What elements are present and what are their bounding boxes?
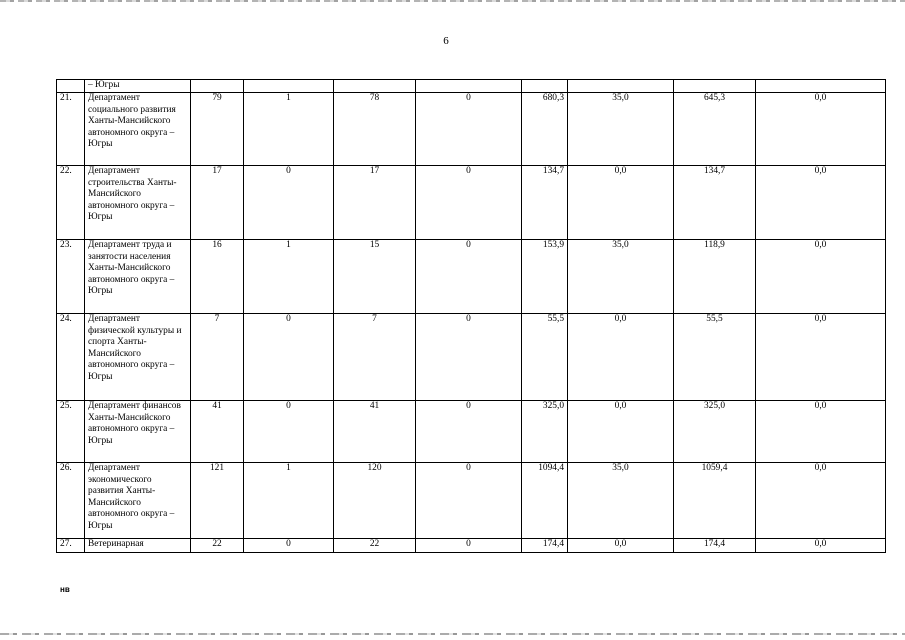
cell-sum-total: 1094,4 [522,463,568,539]
table-row [57,240,886,314]
budget-table [56,79,886,553]
cell-count-3: 17 [334,166,416,240]
cell-sum-2: 0,0 [568,166,674,240]
row-name: – Югры [85,80,191,93]
cell-count-4: 0 [416,314,522,401]
cell-sum-3: 174,4 [674,539,756,553]
table-cell [244,80,334,93]
table-cell [756,80,886,93]
cell-sum-3: 118,9 [674,240,756,314]
cell-sum-total: 55,5 [522,314,568,401]
cell-sum-3: 55,5 [674,314,756,401]
table-row [57,93,886,166]
cell-sum-4: 0,0 [756,240,886,314]
table-cell [674,80,756,93]
row-number: 27. [57,539,85,553]
cell-sum-3: 134,7 [674,166,756,240]
cell-sum-total: 174,4 [522,539,568,553]
cell-count-2: 0 [244,314,334,401]
cell-sum-4: 0,0 [756,314,886,401]
cell-count-3: 22 [334,539,416,553]
cell-sum-4: 0,0 [756,539,886,553]
table-row [57,314,886,401]
cell-total-count: 7 [191,314,244,401]
cell-sum-total: 153,9 [522,240,568,314]
row-name: Департамент физической культуры и спорта Ханты-Мансийского автономного округа – Югры [85,314,191,401]
scan-edge-top [0,0,905,2]
cell-total-count: 79 [191,93,244,166]
cell-count-2: 1 [244,93,334,166]
table-cell [568,80,674,93]
cell-sum-4: 0,0 [756,401,886,463]
cell-sum-total: 325,0 [522,401,568,463]
scan-edge-bottom [0,633,905,635]
table-row [57,401,886,463]
cell-count-2: 1 [244,463,334,539]
table-row-continuation [57,80,886,93]
cell-sum-3: 325,0 [674,401,756,463]
cell-sum-2: 0,0 [568,314,674,401]
row-number [57,80,85,93]
cell-count-3: 41 [334,401,416,463]
cell-sum-2: 0,0 [568,401,674,463]
table-cell [522,80,568,93]
row-name: Департамент финансов Ханты-Мансийского автономного округа – Югры [85,401,191,463]
cell-sum-2: 35,0 [568,240,674,314]
cell-count-3: 15 [334,240,416,314]
row-name: Департамент социального развития Ханты-Мансийского автономного округа – Югры [85,93,191,166]
table-cell [416,80,522,93]
row-number: 25. [57,401,85,463]
cell-count-3: 78 [334,93,416,166]
cell-sum-2: 35,0 [568,93,674,166]
row-number: 23. [57,240,85,314]
cell-sum-4: 0,0 [756,93,886,166]
cell-count-2: 1 [244,240,334,314]
row-name: Департамент строительства Ханты-Мансийского автономного округа – Югры [85,166,191,240]
page-number: 6 [443,35,449,47]
row-number: 26. [57,463,85,539]
footer-mark: нв [60,585,70,594]
cell-sum-2: 0,0 [568,539,674,553]
cell-total-count: 121 [191,463,244,539]
row-number: 22. [57,166,85,240]
cell-count-2: 0 [244,166,334,240]
cell-count-2: 0 [244,401,334,463]
cell-count-4: 0 [416,240,522,314]
cell-count-2: 0 [244,539,334,553]
cell-sum-4: 0,0 [756,463,886,539]
cell-count-4: 0 [416,539,522,553]
cell-count-3: 7 [334,314,416,401]
cell-sum-total: 134,7 [522,166,568,240]
table-row [57,463,886,539]
cell-sum-4: 0,0 [756,166,886,240]
cell-count-4: 0 [416,401,522,463]
cell-count-4: 0 [416,463,522,539]
table-cell [334,80,416,93]
table-row [57,539,886,553]
cell-sum-3: 645,3 [674,93,756,166]
table-row [57,166,886,240]
cell-count-3: 120 [334,463,416,539]
row-name: Департамент экономического развития Ханты-Мансийского автономного округа – Югры [85,463,191,539]
cell-sum-total: 680,3 [522,93,568,166]
table-cell [191,80,244,93]
cell-sum-2: 35,0 [568,463,674,539]
row-number: 21. [57,93,85,166]
cell-total-count: 16 [191,240,244,314]
cell-total-count: 41 [191,401,244,463]
cell-sum-3: 1059,4 [674,463,756,539]
cell-total-count: 22 [191,539,244,553]
row-name: Ветеринарная [85,539,191,553]
cell-count-4: 0 [416,166,522,240]
row-name: Департамент труда и занятости населения Ханты-Мансийского автономного округа – Югры [85,240,191,314]
row-number: 24. [57,314,85,401]
cell-count-4: 0 [416,93,522,166]
cell-total-count: 17 [191,166,244,240]
